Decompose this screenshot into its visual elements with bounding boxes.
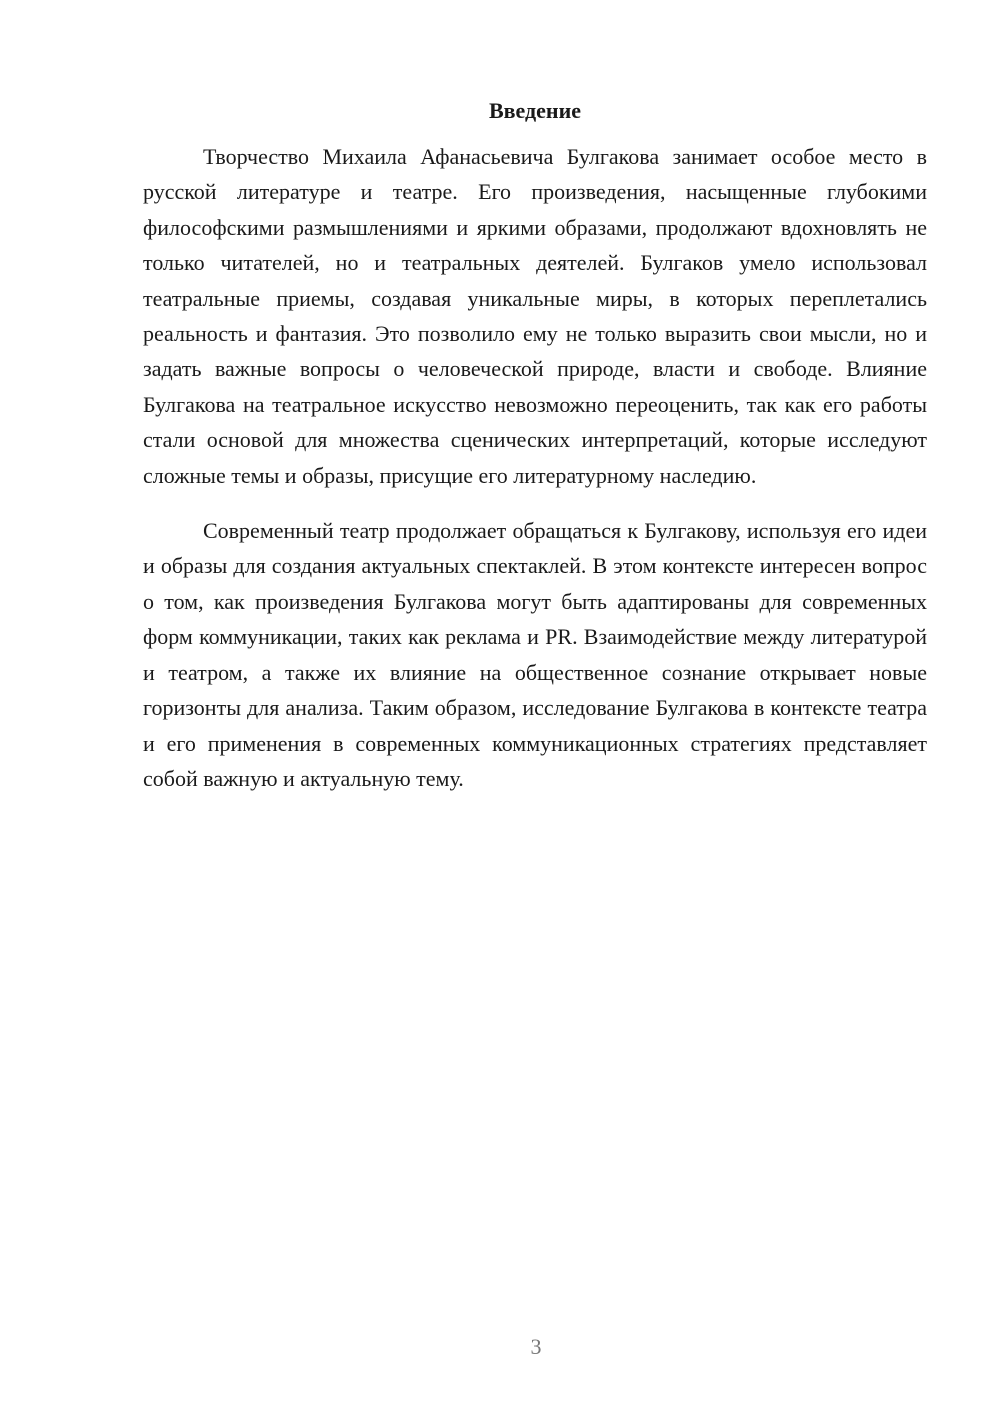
body-paragraph-2: Современный театр продолжает обращаться к Булгакову, используя его идеи и образы для создания актуальных спектаклей. В этом контексте интересен вопрос о том, как произведения Булгакова могут быть адаптированы для современных форм коммуникации, таких как реклама и PR. Взаимодействие между литературой и театром, а также их влияние на общественное сознание открывает новые горизонты для анализа. Таким образом, исследование Булгакова в контексте театра и его применения в современных коммуникационных стратегиях представляет собой важную и актуальную тему. [143,518,927,791]
page-number: 3 [530,1334,542,1359]
body-paragraph-1: Творчество Михаила Афанасьевича Булгакова занимает особое место в русской литературе и театре. Его произведения, насыщенные глубокими философскими размышлениями и яркими образами, продолжают вдохновлять не только читателей, но и театральных деятелей. Булгаков умело использовал театральные приемы, создавая уникальные миры, в которых переплетались реальность и фантазия. Это позволило ему не только выразить свои мысли, но и задать важные вопросы о человеческой природе, власти и свободе. Влияние Булгакова на театральное искусство невозможно переоценить, так как его работы стали основой для множества сценических интерпретаций, которые исследуют сложные темы и образы, присущие его литературному наследию. [143,144,927,488]
page-content [143,95,927,796]
section-heading: Введение [488,98,582,123]
